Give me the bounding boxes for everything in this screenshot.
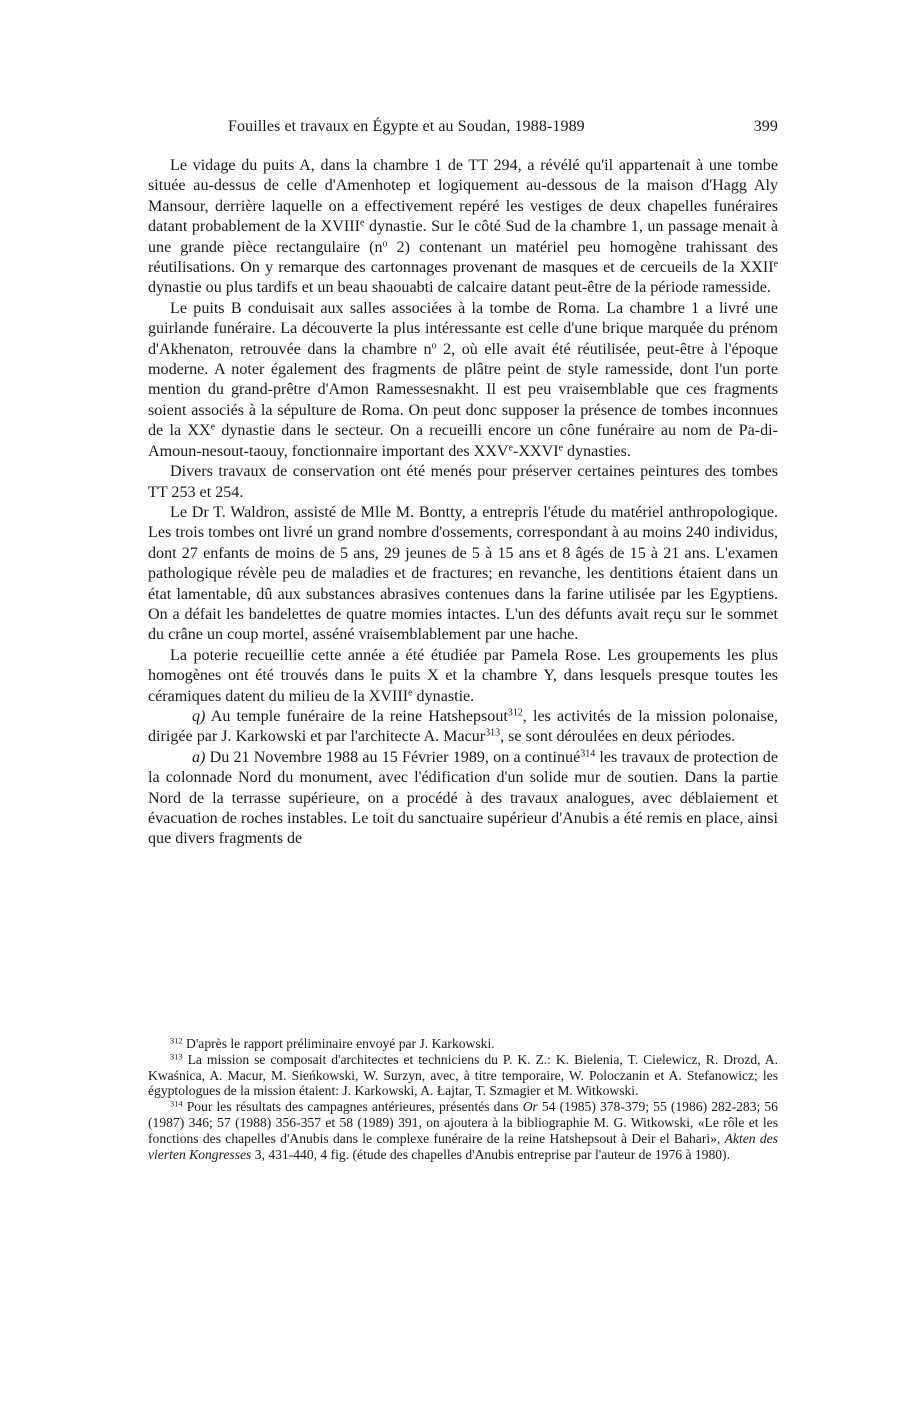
text-run: La mission se composait d'architectes et techniciens du P. K. Z.: K. Bielenia, T. Cielewicz, R. Drozd, A. Kwaśnica, A. Macur, M. Sieńkowski, W. Surzyn, avec, à titre temporaire, W. Poloczanin et A. Stefanowicz; les égyptologues de la mission étaient: J. Karkowski, A. Łajtar, T. Szmagier et M. Witkowski. [148, 1051, 778, 1099]
text-run: dynasties. [563, 442, 631, 460]
text-run: -XXVI [512, 442, 559, 460]
text-run: 2, où elle avait été réutilisée, peut-être à l'époque moderne. A noter également des fragments de plâtre peint de style ramesside, dont l'un porte mention du grand-prêtre d'Amon Ramessesnakht. Il est peu vraisemblable que ces fragments soient associés à la sépulture de Roma. On peut donc supposer la présence de tombes inconnues de la XX [148, 340, 778, 440]
running-head [148, 118, 778, 140]
superscript: e [210, 421, 216, 433]
text-run: dynastie. [412, 687, 475, 705]
text-run: dynastie dans le secteur. On a recueilli encore un cône funéraire au nom de Pa-di-Amoun-nesout-taouy, fonctionnaire important des XXV [148, 422, 778, 460]
footnote [148, 1036, 778, 1052]
superscript: 312 [170, 1035, 183, 1046]
paragraph [148, 646, 778, 707]
text-run: Le puits B conduisait aux salles associées à la tombe de Roma. La chambre 1 a livré une guirlande funéraire. La découverte la plus intéressante est celle d'une brique marquée du prénom d'Akhenaton, retrouvée dans la chambre n [148, 299, 778, 358]
superscript: 314 [580, 748, 596, 760]
text-run: , se sont déroulées en deux périodes. [500, 728, 736, 746]
superscript: 314 [170, 1098, 183, 1109]
italic-text: a) [192, 748, 206, 766]
footnote [148, 1099, 778, 1162]
superscript: e [408, 687, 413, 699]
superscript: e [508, 442, 513, 454]
italic-text: Akten des vierten Kongresses [148, 1130, 778, 1162]
superscript: 313 [485, 727, 501, 739]
body-text [148, 156, 778, 850]
text-run: 3, 431-440, 4 fig. (étude des chapelles d'Anubis entreprise par l'auteur de 1976 à 1980). [251, 1146, 730, 1162]
text-run: dynastie ou plus tardifs et un beau shaouabti de calcaire datant peut-être de la période ramesside. [148, 279, 771, 297]
text-run: 2) contenant un matériel peu homogène trahissant des réutilisations. On y remarque des cartonnages provenant de masques et de cercueils de la XXII [148, 238, 778, 277]
superscript: e [773, 258, 778, 270]
text-run: Divers travaux de conservation ont été menés pour préserver certaines peintures des tombes TT 253 et 254. [148, 463, 778, 501]
text-run: 54 (1985) 378-379; 55 (1986) 282-283; 56 (1987) 346; 57 (1988) 356-357 et 58 (1989) 391, on ajoutera à la bibliographie M. G. Witkowski, «Le rôle et les fonctions des chapelles d'Anubis dans le complexe funéraire de la reine Hatshepsout à Deir el Bahari», [148, 1099, 778, 1146]
italic-text: q) [192, 707, 206, 725]
paragraph [148, 748, 778, 850]
text-run: les travaux de protection de la colonnade Nord du monument, avec l'édification d'un solide mur de soutien. Dans la partie Nord de la terrasse supérieure, on a procédé à des travaux analogues, avec déblaiement et évacuation de roches instables. Le toit du sanctuaire supérieur d'Anubis a été remis en place, ainsi que divers fragments de [148, 748, 778, 848]
text-run: Pour les résultats des campagnes antérieures, présentés dans [182, 1099, 523, 1115]
paragraph [148, 462, 778, 503]
text-run: Au temple funéraire de la reine Hatshepsout [205, 707, 508, 725]
superscript: o [382, 238, 388, 250]
text-run: dynastie. Sur le côté Sud de la chambre 1, un passage menait à une grande pièce rectangulaire (n [148, 218, 779, 256]
text-run: Du 21 Novembre 1988 au 15 Février 1989, on a continué [205, 748, 581, 766]
running-title: Fouilles et travaux en Égypte et au Soudan, 1988-1989 [228, 118, 585, 135]
superscript: o [431, 340, 437, 352]
paragraph [148, 707, 778, 748]
text-run: , les activités de la mission polonaise, dirigée par J. Karkowski et par l'architecte A. Macur [148, 707, 778, 746]
footnotes [148, 1036, 778, 1162]
text-run: D'après le rapport préliminaire envoyé par J. Karkowski. [182, 1036, 495, 1051]
paragraph [148, 156, 778, 299]
text-run: La poterie recueillie cette année a été étudiée par Pamela Rose. Les groupements les plus homogènes ont été trouvés dans le puits X et la chambre Y, dans lesquels presque toutes les céramiques datent du milieu de la XVIII [148, 646, 778, 705]
paragraph [148, 503, 778, 646]
superscript: 313 [170, 1051, 183, 1062]
superscript: e [360, 217, 365, 229]
text-run: Le vidage du puits A, dans la chambre 1 de TT 294, a révélé qu'il appartenait à une tombe située au-dessus de celle d'Amenhotep et logiquement au-dessous de la maison d'Hagg Aly Mansour, derrière laquelle on a effectivement repéré les vestiges de deux chapelles funéraires datant probablement de la XVIII [148, 157, 778, 236]
paragraph [148, 299, 778, 462]
page-number: 399 [753, 118, 778, 135]
footnote [148, 1052, 778, 1099]
superscript: 312 [507, 707, 523, 719]
text-run: Le Dr T. Waldron, assisté de Mlle M. Bontty, a entrepris l'étude du matériel anthropologique. Les trois tombes ont livré un grand nombre d'ossements, correspondant à au moins 240 individus, dont 27 enfants de moins de 5 ans, 29 jeunes de 5 à 15 ans et 8 âgés de 15 à 21 ans. L'examen pathologique révèle peu de maladies et de fractures; en revanche, les dentitions étaient dans un état lamentable, dû aux substances abrasives contenues dans la farine utilisée par les Egyptiens. On a défait les bandelettes de quatre momies intactes. L'un des défunts avait reçu sur le sommet du crâne un coup mortel, asséné vraisemblablement par une hache. [148, 503, 778, 644]
superscript: e [558, 442, 564, 454]
italic-text: Or [522, 1099, 538, 1115]
